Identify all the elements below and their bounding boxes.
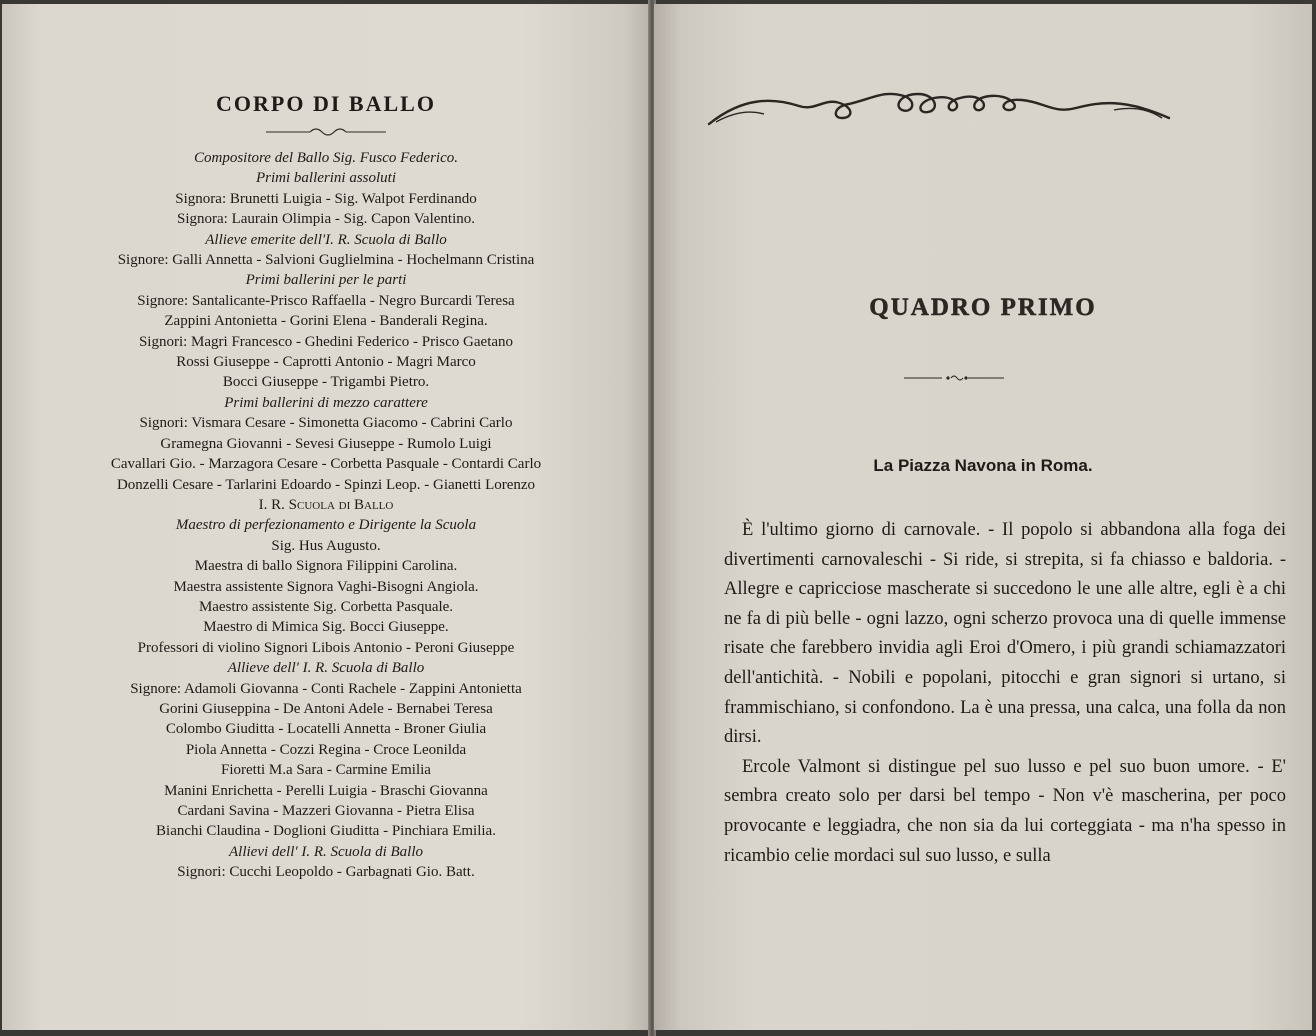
cast-line: Maestro di Mimica Sig. Bocci Giuseppe. — [203, 619, 449, 636]
cast-line: Bianchi Claudina - Doglioni Giuditta - Pinchiara Emilia. — [156, 823, 496, 840]
cast-line: Bocci Giuseppe - Trigambi Pietro. — [222, 374, 430, 391]
cast-line: Primi ballerini per le parti — [245, 272, 407, 289]
cast-line: Cavallari Gio. - Marzagora Cesare - Corbetta Pasquale - Contardi Carlo — [110, 456, 542, 473]
right-page — [654, 4, 1312, 1030]
section-heading: QUADRO PRIMO — [869, 294, 1097, 321]
cast-line: Manini Enrichetta - Perelli Luigia - Braschi Giovanna — [164, 782, 488, 799]
cast-line: Allieve emerite dell'I. R. Scuola di Ballo — [205, 231, 447, 248]
cast-line: Maestra assistente Signora Vaghi-Bisogni Angiola. — [173, 578, 479, 595]
cast-line: Signora: Brunetti Luigia - Sig. Walpot Ferdinando — [175, 190, 477, 207]
cast-line: Gramegna Giovanni - Sevesi Giuseppe - Rumolo Luigi — [160, 435, 492, 452]
cast-line: Signori: Cucchi Leopoldo - Garbagnati Gio. Batt. — [177, 864, 475, 881]
cast-line: Compositore del Ballo Sig. Fusco Federico. — [194, 150, 458, 166]
cast-line: Maestra di ballo Signora Filippini Carolina. — [194, 558, 458, 575]
cast-line: Professori di violino Signori Libois Antonio - Peroni Giuseppe — [137, 639, 515, 656]
paragraph: Ercole Valmont si distingue pel suo lusso e pel suo buon umore. - E' sembra creato solo per darsi bel tempo - Non v'è mascherina, per poco provocante e leggiadra, che non sia da lui corteggiata - ma n'ha spesso in ricambio celie mordaci sul suo lusso, e sulla — [724, 756, 1286, 866]
small-divider-icon — [904, 372, 1004, 384]
cast-line: Signori: Magri Francesco - Ghedini Federico - Prisco Gaetano — [138, 333, 514, 350]
cast-line: Primi ballerini assoluti — [255, 170, 396, 187]
cast-line: I. R. Scuola di Ballo — [258, 496, 394, 513]
left-page-content — [2, 90, 650, 883]
cast-line: Allievi dell' I. R. Scuola di Ballo — [229, 843, 423, 860]
flourish-divider-icon — [266, 126, 386, 138]
cast-line: Gorini Giuseppina - De Antoni Adele - Bernabei Teresa — [159, 700, 493, 717]
cast-line: Colombo Giuditta - Locatelli Annetta - Broner Giulia — [165, 721, 487, 738]
scene-subtitle: La Piazza Navona in Roma. — [873, 456, 1093, 475]
ornamental-flourish-icon — [704, 76, 1174, 136]
cast-line: Cardani Savina - Mazzeri Giovanna - Pietra Elisa — [177, 803, 475, 819]
cast-list — [2, 148, 650, 883]
cast-line: Maestro assistente Sig. Corbetta Pasquale. — [198, 598, 454, 615]
cast-line: Signore: Santalicante-Prisco Raffaella - Negro Burcardi Teresa — [137, 292, 515, 309]
left-page — [2, 4, 650, 1030]
cast-line: Zappini Antonietta - Gorini Elena - Banderali Regina. — [164, 313, 488, 330]
cast-line: Primi ballerini di mezzo carattere — [224, 394, 428, 411]
paragraph: È l'ultimo giorno di carnovale. - Il popolo si abbandona alla foga dei divertimenti carnovaleschi - Si ride, si strepita, si fa chiasso e baldoria. - Allegre e capricciose mascherate si succedono le une alle altre, egli è a chi ne fa di più belle - ogni lazzo, ogni scherzo provoca una di quelle immense risate che farebbero invidia agli Eroi d'Omero, i più grandi schiamazzatori dell'antichità. - Nobili e popolani, pitocchi e gran signori si urtano, si frammischiano, si confondono. La è una pressa, una calca, una folla da non dirsi. — [724, 520, 1286, 748]
body-text — [724, 516, 1286, 871]
cast-line: Piola Annetta - Cozzi Regina - Croce Leonilda — [185, 741, 467, 758]
cast-line: Signore: Adamoli Giovanna - Conti Rachele - Zappini Antonietta — [130, 680, 522, 697]
cast-line: Allieve dell' I. R. Scuola di Ballo — [227, 660, 425, 677]
cast-line: Signori: Vismara Cesare - Simonetta Giacomo - Cabrini Carlo — [139, 415, 513, 432]
cast-line: Donzelli Cesare - Tarlarini Edoardo - Spinzi Leop. - Gianetti Lorenzo — [116, 476, 536, 493]
cast-line: Rossi Giuseppe - Caprotti Antonio - Magri Marco — [176, 354, 476, 371]
page-title: CORPO DI BALLO — [216, 91, 436, 116]
cast-line: Sig. Hus Augusto. — [271, 537, 381, 554]
cast-line: Signora: Laurain Olimpia - Sig. Capon Valentino. — [176, 211, 475, 228]
cast-line: Fioretti M.a Sara - Carmine Emilia — [221, 762, 431, 779]
cast-line: Maestro di perfezionamento e Dirigente la Scuola — [175, 517, 477, 534]
cast-line: Signore: Galli Annetta - Salvioni Guglielmina - Hochelmann Cristina — [117, 252, 535, 269]
